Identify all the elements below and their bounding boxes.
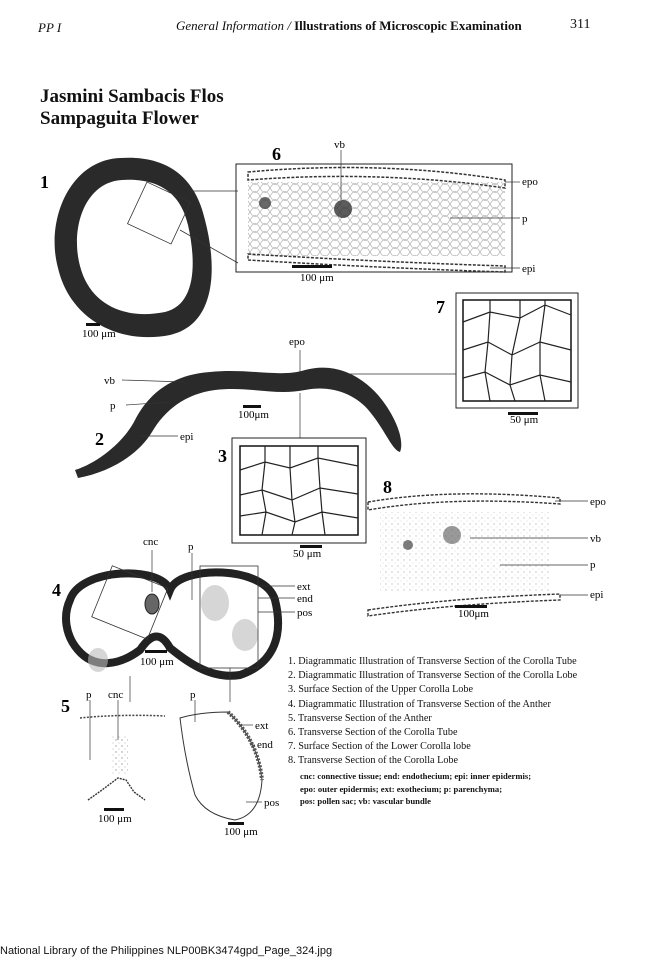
abbreviation-line: epo: outer epidermis; ext: exothecium; p: parenchyma; bbox=[300, 783, 503, 794]
scale-bar-label-8: 100μm bbox=[458, 608, 489, 620]
figure-legend bbox=[288, 655, 577, 769]
abbreviations bbox=[300, 770, 531, 808]
latin-title: Jasmini Sambacis Flos bbox=[40, 86, 224, 107]
scale-bar-label-5b: 100 μm bbox=[224, 826, 258, 838]
legend-item: 2. Diagrammatic Illustration of Transverse Section of the Corolla Lobe bbox=[288, 670, 578, 682]
figure-number-8: 8 bbox=[383, 477, 392, 497]
footer-caption: National Library of the Philippines NLP00BK3474gpd_Page_324.jpg bbox=[0, 945, 333, 957]
figure-8-corolla-lobe-section bbox=[368, 494, 588, 616]
figure-number-6: 6 bbox=[272, 144, 281, 164]
figure-number-7: 7 bbox=[436, 297, 445, 317]
abbreviation-line: cnc: connective tissue; end: endothecium; epi: inner epidermis; bbox=[300, 771, 532, 781]
legend-item: 5. Transverse Section of the Anther bbox=[288, 712, 432, 724]
label-cnc-fig5: cnc bbox=[108, 689, 124, 701]
figure-number-2: 2 bbox=[95, 429, 104, 449]
scale-bar-label-5: 100 μm bbox=[98, 813, 132, 825]
label-ext-fig5: ext bbox=[255, 720, 269, 732]
label-p-fig5b: p bbox=[190, 689, 196, 701]
label-p-fig2: p bbox=[110, 400, 116, 412]
legend-item: 7. Surface Section of the Lower Corolla lobe bbox=[288, 741, 471, 753]
label-vb-fig8: vb bbox=[590, 533, 601, 545]
figure-1-corolla-tube bbox=[55, 158, 238, 337]
figure-5-anther-detail bbox=[80, 700, 262, 825]
label-epi-fig8: epi bbox=[590, 589, 604, 601]
legend-item: 1. Diagrammatic Illustration of Transverse Section of the Corolla Tube bbox=[288, 656, 577, 667]
label-epo-fig2: epo bbox=[289, 336, 305, 348]
figure-4-anther bbox=[66, 550, 295, 702]
label-end-fig4: end bbox=[297, 593, 313, 605]
legend-item: 6. Transverse Section of the Corolla Tube bbox=[288, 727, 458, 739]
label-epo-fig8: epo bbox=[590, 496, 606, 508]
scale-bar-label-7: 50 μm bbox=[510, 414, 539, 426]
figure-number-3: 3 bbox=[218, 446, 227, 466]
scale-bar-label-3: 50 μm bbox=[293, 548, 322, 560]
label-vb-fig6: vb bbox=[334, 139, 345, 151]
label-vb-fig2: vb bbox=[104, 375, 115, 387]
label-p-fig5: p bbox=[86, 689, 92, 701]
legend-item: 3. Surface Section of the Upper Corolla Lobe bbox=[288, 684, 474, 696]
label-p-fig6: p bbox=[522, 213, 528, 225]
figure-number-4: 4 bbox=[52, 580, 61, 600]
label-p-fig4: p bbox=[188, 541, 194, 553]
label-p-fig8: p bbox=[590, 559, 596, 571]
common-title: Sampaguita Flower bbox=[40, 108, 199, 129]
header-section: General Information / bbox=[176, 18, 291, 33]
figure-6-corolla-tube-section bbox=[236, 150, 520, 272]
label-pos-fig4: pos bbox=[297, 607, 313, 619]
label-end-fig5: end bbox=[257, 739, 273, 751]
figure-3-upper-corolla-lobe-surface bbox=[232, 438, 366, 548]
scale-bar-label-1: 100 μm bbox=[82, 328, 116, 340]
label-epi-fig6: epi bbox=[522, 263, 536, 275]
figure-7-lower-corolla-lobe-surface bbox=[456, 293, 578, 415]
label-epo-fig6: epo bbox=[522, 176, 538, 188]
label-ext-fig4: ext bbox=[297, 581, 311, 593]
figure-number-5: 5 bbox=[61, 696, 70, 716]
scale-bar-label-6: 100 μm bbox=[300, 272, 334, 284]
label-cnc-fig4: cnc bbox=[143, 536, 159, 548]
legend-item: 4. Diagrammatic Illustration of Transverse Section of the Anther bbox=[288, 698, 551, 710]
header-chapter: Illustrations of Microscopic Examination bbox=[294, 18, 522, 33]
label-pos-fig5: pos bbox=[264, 797, 280, 809]
abbreviation-line: pos: pollen sac; vb: vascular bundle bbox=[300, 796, 431, 806]
legend-item: 8. Transverse Section of the Corolla Lobe bbox=[288, 755, 459, 767]
scale-bar-label-4: 100 μm bbox=[140, 656, 174, 668]
scale-bar-label-2: 100μm bbox=[238, 409, 269, 421]
header-left-label: PP I bbox=[38, 20, 62, 35]
label-epi-fig2: epi bbox=[180, 431, 194, 443]
figure-number-1: 1 bbox=[40, 172, 49, 192]
page-number: 311 bbox=[570, 17, 591, 32]
